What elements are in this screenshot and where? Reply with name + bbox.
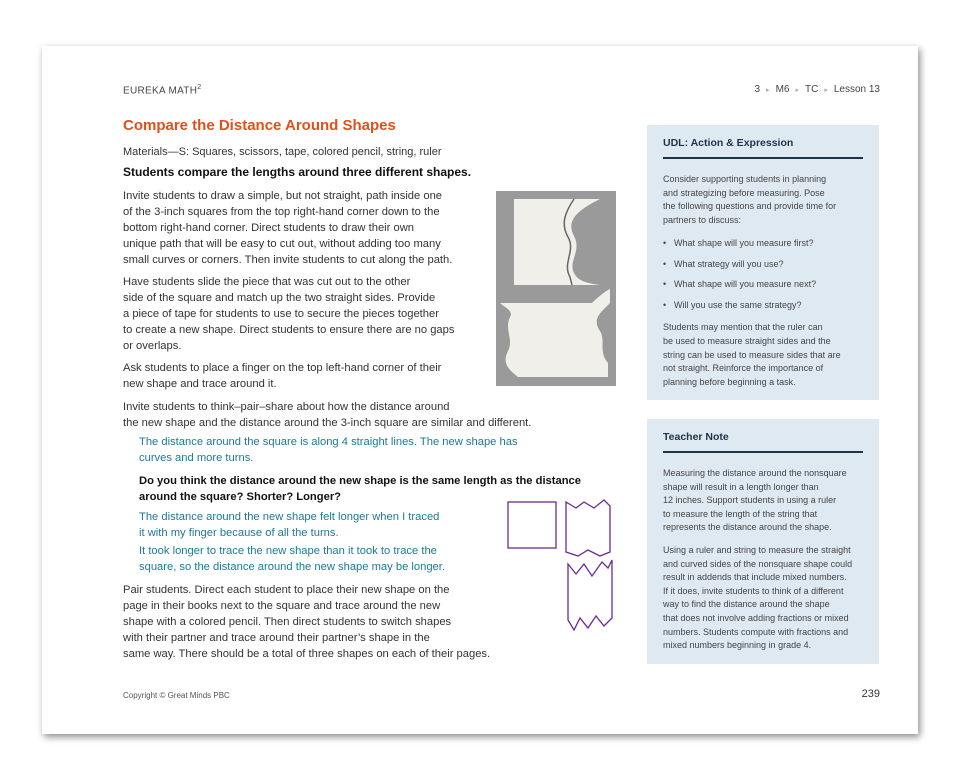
- page-title: Compare the Distance Around Shapes: [123, 117, 396, 134]
- paragraph-trace-shape: [123, 360, 441, 392]
- udl-intro: [663, 173, 863, 227]
- paper-shapes-photo: [496, 191, 616, 386]
- text-line: to create a new shape. Direct students to ensure there are no gaps: [123, 324, 455, 336]
- student-response: [139, 434, 518, 466]
- text-line: with their partner and trace around their partner’s shape in the: [123, 632, 430, 644]
- materials-line: Materials—S: Squares, scissors, tape, colored pencil, string, ruler: [123, 146, 442, 158]
- student-response: [139, 543, 445, 575]
- text-line: new shape and trace around it.: [123, 378, 277, 390]
- text-line: not straight. Reinforce the importance of: [663, 363, 824, 374]
- text-line: planning before beginning a task.: [663, 376, 796, 387]
- traced-partner-shape: [568, 560, 612, 630]
- text-line: square, so the distance around the new shape may be longer.: [139, 561, 445, 573]
- breadcrumb-section: TC: [804, 84, 819, 95]
- paragraph-slide-piece: [123, 274, 454, 354]
- teacher-note-para2: [663, 544, 863, 653]
- text-line: around the square? Shorter? Longer?: [139, 491, 342, 503]
- text-line: it with my finger because of all the turns.: [139, 527, 339, 539]
- teacher-note-title: Teacher Note: [663, 431, 863, 453]
- text-line: be used to measure straight sides and the: [663, 335, 831, 346]
- text-line: to measure the length of the string that: [663, 508, 818, 519]
- text-line: or overlaps.: [123, 340, 182, 352]
- text-line: and curved sides of the nonsquare shape could: [663, 558, 853, 569]
- text-line: curves and more turns.: [139, 452, 254, 464]
- paragraph-draw-path: [123, 188, 452, 268]
- text-line: Ask students to place a finger on the top left-hand corner of their: [123, 362, 442, 374]
- chevron-right-icon: ▸: [824, 86, 828, 94]
- text-line: If it does, invite students to think of a different: [663, 585, 844, 596]
- text-line: that does not involve adding fractions or mixed: [663, 612, 849, 623]
- text-line: numbers. Students compute with fractions and: [663, 626, 849, 637]
- breadcrumb-grade: 3: [754, 84, 761, 95]
- text-line: and strategizing before measuring. Pose: [663, 187, 825, 198]
- udl-sidebar: [647, 125, 879, 400]
- udl-outro: [663, 321, 863, 389]
- brand-label: EUREKA MATH$^2$: [123, 84, 202, 97]
- text-line: of the 3-inch squares from the top right-hand corner down to the: [123, 206, 440, 218]
- udl-title: UDL: Action & Expression: [663, 137, 863, 159]
- list-item: • Will you use the same strategy?: [663, 299, 863, 320]
- chevron-right-icon: ▸: [795, 86, 799, 94]
- text-line: represents the distance around the shape.: [663, 522, 832, 533]
- text-line: It took longer to trace the new shape than it took to trace the: [139, 545, 437, 557]
- teacher-note-sidebar: [647, 419, 879, 664]
- traced-new-shape: [566, 500, 610, 556]
- lead-sentence: Students compare the lengths around three different shapes.: [123, 165, 472, 179]
- text-line: page in their books next to the square and trace around the new: [123, 600, 441, 612]
- text-line: mixed numbers beginning in grade 4.: [663, 640, 812, 651]
- text-line: Invite students to think–pair–share about how the distance around: [123, 401, 450, 413]
- text-line: string can be used to measure sides that are: [663, 349, 841, 360]
- new-shape-paper: [500, 289, 610, 377]
- breadcrumb-module: M6: [775, 84, 790, 95]
- text-line: Consider supporting students in planning: [663, 174, 827, 184]
- paragraph-think-pair-share: [123, 399, 531, 431]
- paragraph-pair-students: [123, 582, 490, 662]
- text-line: the new shape and the distance around the 3-inch square are similar and different.: [123, 417, 532, 429]
- text-line: way to find the distance around the shape: [663, 599, 830, 610]
- udl-question-list: [663, 237, 863, 319]
- breadcrumb-lesson: Lesson 13: [833, 84, 880, 95]
- text-line: small curves or corners. Then invite students to cut along the path.: [123, 254, 453, 266]
- text-line: Do you think the distance around the new shape is the same length as the distance: [139, 475, 581, 487]
- text-line: Invite students to draw a simple, but not straight, path inside one: [123, 190, 443, 202]
- text-line: a piece of tape for students to use to secure the pieces together: [123, 308, 439, 320]
- paper-shapes-illustration: [496, 191, 616, 386]
- text-line: Pair students. Direct each student to place their new shape on the: [123, 584, 450, 596]
- text-line: Have students slide the piece that was cut out to the other: [123, 276, 411, 288]
- text-line: Using a ruler and string to measure the straight: [663, 544, 851, 555]
- breadcrumb: [754, 84, 880, 95]
- text-line: Measuring the distance around the nonsquare: [663, 468, 847, 478]
- page-number: 239: [861, 688, 880, 700]
- text-line: shape will result in a length longer than: [663, 481, 819, 492]
- text-line: The distance around the square is along 4 straight lines. The new shape has: [139, 436, 518, 448]
- text-line: same way. There should be a total of three shapes on each of their pages.: [123, 648, 491, 660]
- document-page: [42, 46, 918, 734]
- text-line: bottom right-hand corner. Direct students to draw their own: [123, 222, 415, 234]
- text-line: unique path that will be easy to cut out, without adding too many: [123, 238, 441, 250]
- text-line: partners to discuss:: [663, 214, 742, 225]
- text-line: the following questions and provide time for: [663, 201, 837, 212]
- chevron-right-icon: ▸: [766, 86, 770, 94]
- text-line: Students may mention that the ruler can: [663, 322, 823, 333]
- list-item: • What strategy will you use?: [663, 258, 863, 279]
- copyright-notice: Copyright © Great Minds PBC: [123, 691, 230, 700]
- text-line: shape with a colored pencil. Then direct students to switch shapes: [123, 616, 452, 628]
- text-line: 12 inches. Support students in using a ruler: [663, 495, 837, 506]
- text-line: side of the square and match up the two straight sides. Provide: [123, 292, 436, 304]
- traced-square: [508, 502, 556, 548]
- text-line: The distance around the new shape felt longer when I traced: [139, 511, 440, 523]
- traced-shapes-illustration: [504, 498, 624, 638]
- list-item: • What shape will you measure next?: [663, 278, 863, 299]
- text-line: result in addends that include mixed numbers.: [663, 572, 847, 583]
- teacher-note-para1: [663, 467, 863, 535]
- student-response: [139, 509, 439, 541]
- list-item: • What shape will you measure first?: [663, 237, 863, 258]
